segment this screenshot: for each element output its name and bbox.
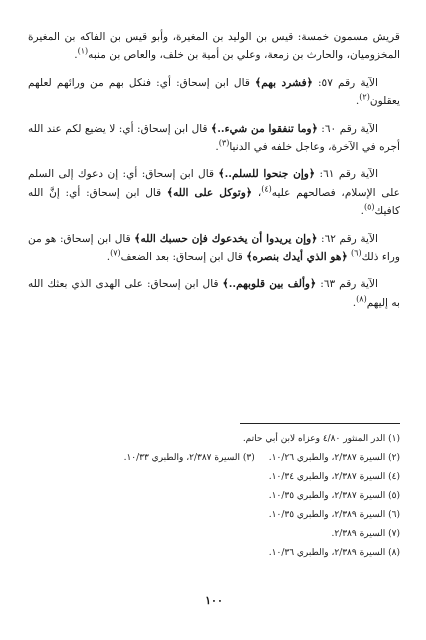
- paragraph-text: الآية رقم ٦١:: [315, 168, 379, 181]
- footnote-ref: (٤): [261, 184, 272, 194]
- paragraph-text: قريش مسمون خمسة: قيس بن الوليد بن المغيرة، وأبو قيس بن الفاكه بن المغيرة المخزوميان، والحارث بن زمعة، وعلي بن أمية بن خلف، والعاص بن منبه: [28, 31, 400, 62]
- paragraph-text: قال ابن إسحاق: هو من وراء ذلك: [28, 232, 400, 264]
- paragraph-text: قال ابن إسحاق: أي: لا يضيع لكم عند الله أجره في الآخرة، وعاجل خلفه في الدنيا: [28, 122, 400, 154]
- quran-quote: ﴿وما تنفقوا من شيء..﴾: [211, 122, 318, 135]
- paragraph-text: ،: [252, 186, 262, 199]
- footnote-ref: (١): [77, 46, 89, 56]
- footnote-text: (٦) السيرة ٢/٣٨٩، والطبري ١٠/٣٥.: [268, 510, 400, 520]
- paragraph: [28, 120, 400, 157]
- paragraph-text: .: [74, 49, 78, 62]
- paragraph: [28, 74, 400, 111]
- paragraph-text: الآية رقم ٦٠:: [317, 122, 378, 135]
- paragraph-text: قال ابن إسحاق: بعد الضعف: [120, 251, 247, 264]
- paragraph: [28, 230, 400, 267]
- footnote-ref: (٢): [359, 92, 370, 102]
- paragraph-text: .: [106, 251, 111, 264]
- paragraph-text: قال ابن إسحاق: أي: إن دعوك إلى السلم على الإسلام، فصالحهم عليه: [28, 168, 400, 199]
- paragraph: [28, 275, 400, 312]
- paragraph-text: قال ابن إسحاق: أي: فنكل بهم من ورائهم لعلهم يعقلون: [28, 76, 400, 108]
- quran-quote: ﴿وإن يريدوا أن يخدعوك فإن حسبك الله﴾: [134, 232, 318, 245]
- quran-quote: ﴿وإن جنحوا للسلم..﴾: [218, 168, 316, 181]
- footnote-ref: (٣): [218, 138, 230, 148]
- paragraph-text: قال ابن إسحاق: أي: إنَّ الله كافيك: [28, 186, 400, 218]
- paragraph: [28, 28, 400, 65]
- paragraph-text: .: [215, 141, 219, 154]
- footnote-line: [28, 468, 400, 487]
- footnote-line: [28, 544, 400, 563]
- page-number: ١٠٠: [205, 594, 223, 607]
- quran-quote: ﴿وتوكل على الله﴾: [166, 186, 253, 199]
- footnote-line: [28, 506, 400, 525]
- footnote-text: (٨) السيرة ٢/٣٨٩، والطبري ١٠/٣٦.: [268, 548, 400, 558]
- footnote-line: [28, 487, 400, 506]
- footnote-text: (٢) السيرة ٢/٣٨٧، والطبري ١٠/٢٦.: [268, 453, 400, 463]
- footnote-line: [28, 430, 400, 449]
- footnote-ref: (٧): [110, 248, 121, 258]
- paragraph-text: .: [355, 95, 360, 108]
- paragraph-text: .: [352, 296, 357, 309]
- paragraph-text: الآية رقم ٦٢:: [317, 232, 378, 245]
- footnote-ref: (٨): [356, 294, 367, 304]
- footnote-text: (٥) السيرة ٢/٣٨٧، والطبري ١٠/٣٥.: [268, 491, 400, 501]
- footnote-text: (٧) السيرة ٢/٣٨٩.: [331, 529, 400, 539]
- quran-quote: ﴿وألف بين قلوبهم..﴾: [222, 278, 317, 291]
- footnote-divider: [240, 423, 400, 424]
- paragraph-text: قال ابن إسحاق: على الهدى الذي بعثك الله به إليهم: [28, 278, 400, 309]
- quran-quote: ﴿فشرد بهم﴾: [255, 76, 313, 89]
- footnote-ref: (٥): [363, 202, 375, 212]
- footnote-text: (٣) السيرة ٢/٣٨٧، والطبري ١٠/٣٣.: [123, 453, 255, 463]
- footnote-text: (١) الدر المنثور ٤/٨٠ وعزاه لابن أبي حاتم.: [242, 434, 400, 444]
- paragraph-text: الآية رقم ٦٣:: [316, 278, 378, 291]
- book-page: [28, 28, 400, 620]
- footnote-ref: (٦): [351, 248, 362, 258]
- main-text: [28, 28, 400, 312]
- paragraph-text: الآية رقم ٥٧:: [312, 76, 378, 89]
- footnote-text: (٤) السيرة ٢/٣٨٧، والطبري ١٠/٣٤.: [268, 472, 400, 482]
- footnotes: [28, 430, 400, 563]
- footnote-line: [28, 525, 400, 544]
- quran-quote: ﴿هو الذي أيدك بنصره﴾: [246, 251, 348, 264]
- paragraph: [28, 165, 400, 220]
- paragraph-text: .: [360, 205, 364, 218]
- footnote-line: [28, 449, 400, 468]
